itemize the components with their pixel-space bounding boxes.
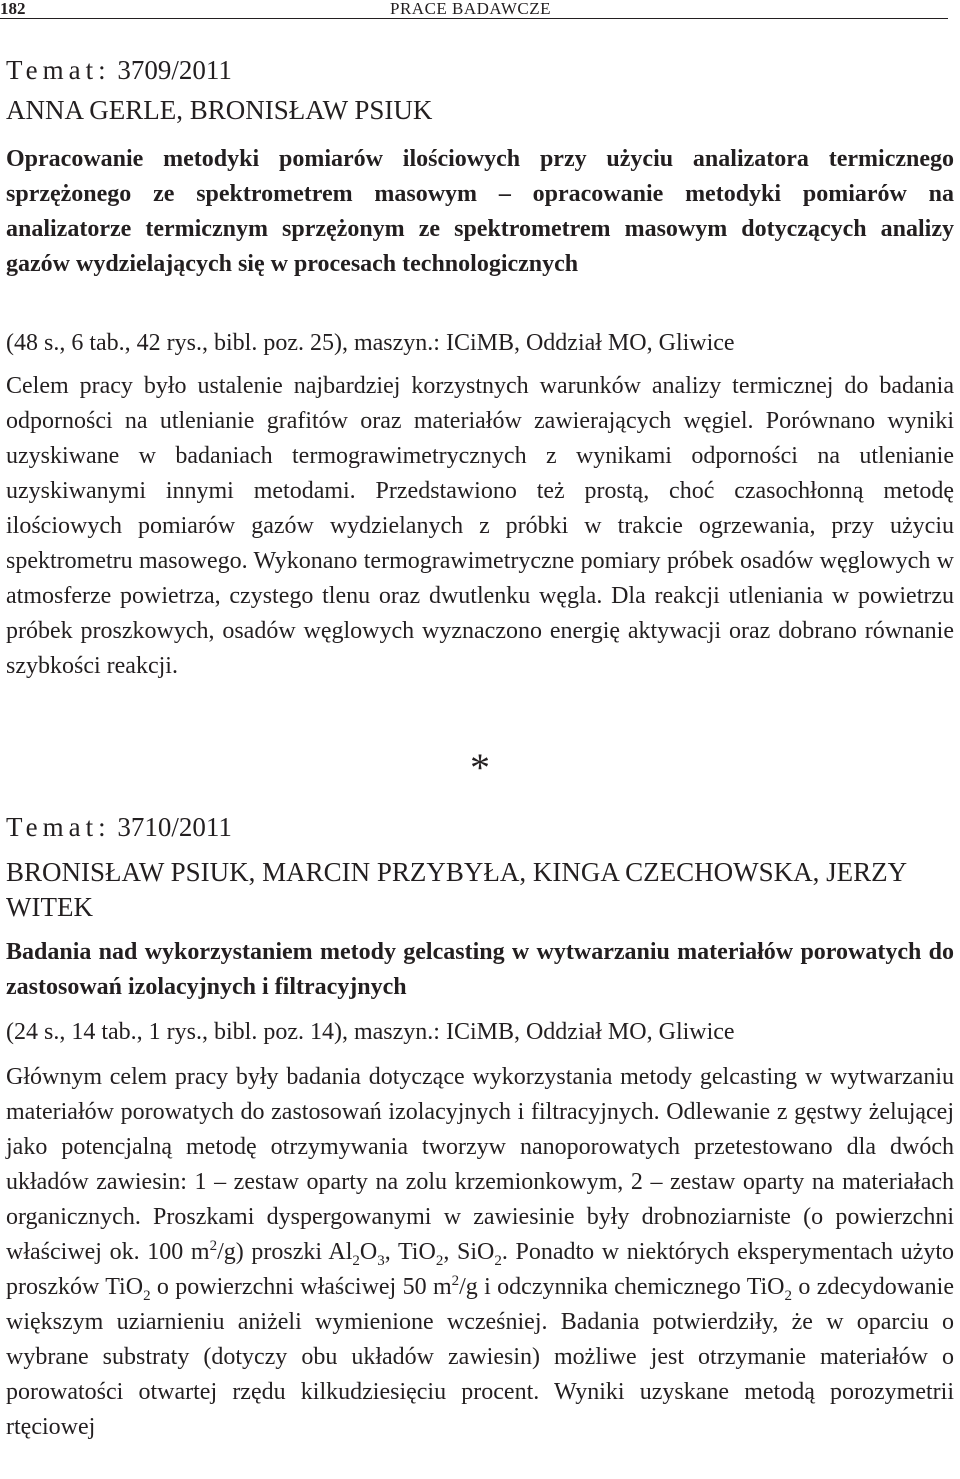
abstract-text: Głównym celem pracy były badania dotyczące wykorzystania metody gelcasting w wytwarzaniu materiałów porowatych do zastosowań izolacyjnych i filtracyjnych. Odlewanie z gęstwy żelującej jako potencjalną metodę otrzymywania tworzyw nanoporowatych przetestowano dla dwóch układów zawiesin: 1 – zestaw oparty na zolu krzemionkowym, 2 – zestaw oparty na materiałach organicznych. Proszkami dyspergowanymi w zawiesinie były drobnoziarniste (o powierzchni właściwej ok. 100 m	[6, 1064, 954, 1265]
entry-1-abstract: Celem pracy było ustalenie najbardziej korzystnych warunków analizy termicznej do badania odporności na utlenianie grafitów oraz materiałów zawierających węgiel. Porównano wyniki uzyskiwane w badaniach termograwimetrycznych z wynikami odporności na utlenianie uzyskiwanymi innymi metodami. Przedstawiono też prostą, choć czasochłonną metodę ilościowych pomiarów gazów wydzielanych z próbki w trakcie ogrzewania, przy użyciu spektrometru masowego. Wykonano termograwimetryczne pomiary próbek osadów węglowych w atmosferze powietrza, czystego tlenu oraz dwutlenku węgla. Dla reakcji utleniania w powietrzu próbek proszkowych, osadów węglowych wyznaczono energię aktywacji oraz dobrano równanie szybkości reakcji.	[6, 373, 954, 679]
entry-2-meta: (24 s., 14 tab., 1 rys., bibl. poz. 14), maszyn.: ICiMB, Oddział MO, Gliwice	[6, 1019, 735, 1045]
subscript: 2	[143, 1287, 151, 1304]
subscript: 3	[377, 1252, 385, 1269]
entry-2-abstract	[6, 1060, 954, 1445]
abstract-text: , TiO	[384, 1239, 436, 1265]
subscript: 2	[435, 1252, 444, 1269]
superscript: 2	[209, 1238, 218, 1254]
topic-label: Temat:	[6, 55, 111, 85]
entry-1-authors: ANNA GERLE, BRONISŁAW PSIUK	[6, 95, 433, 125]
superscript: 2	[451, 1273, 460, 1289]
subscript: 2	[784, 1287, 793, 1304]
abstract-text: /g) proszki Al	[217, 1239, 353, 1265]
abstract-text: , SiO	[443, 1239, 495, 1265]
subscript: 2	[494, 1252, 502, 1269]
abstract-text: o powierzchni właściwej 50 m	[150, 1274, 452, 1300]
entry-2-topic	[6, 811, 954, 843]
header-rule	[0, 18, 948, 19]
entry-1-title: Opracowanie metodyki pomiarów ilościowych przy użyciu analizatora termicznego sprzężonego ze spektrometrem masowym – opracowanie metodyki pomiarów na analizatorze termicznym sprzężonym ze spektrometrem masowym dotyczących analizy gazów wydzielających się w procesach technologicznych	[6, 146, 954, 277]
entry-2-title: Badania nad wykorzystaniem metody gelcasting w wytwarzaniu materiałów porowatych do zastosowań izolacyjnych i filtracyjnych	[6, 939, 954, 1000]
abstract-text: o zdecydowanie większym uziarnieniu aniżeli wymienione wcześniej. Badania potwierdziły, że w oparciu o wybrane substraty (dotyczy obu układów zawiesin) możliwe jest otrzymanie materiałów o porowatości otwartej rzędu kilkudziesięciu procent. Wyniki uzyskane metodą porozymetrii rtęciowej	[6, 1274, 954, 1440]
topic-label: Temat:	[6, 812, 111, 842]
abstract-text: O	[359, 1239, 378, 1265]
page-number: 182	[0, 0, 26, 18]
entry-1-topic	[6, 54, 954, 86]
page-header	[0, 0, 948, 24]
abstract-text: . Ponadto w niektórych eksperymentach użyto proszków TiO	[6, 1239, 954, 1300]
abstract-text: /g i odczynnika chemicznego TiO	[459, 1274, 785, 1300]
entry-1-meta: (48 s., 6 tab., 42 rys., bibl. poz. 25), maszyn.: ICiMB, Oddział MO, Gliwice	[6, 330, 735, 356]
subscript: 2	[352, 1252, 360, 1269]
topic-number: 3710/2011	[117, 812, 232, 842]
topic-number: 3709/2011	[117, 55, 232, 85]
entry-separator: *	[470, 745, 490, 790]
entry-2-authors: BRONISŁAW PSIUK, MARCIN PRZYBYŁA, KINGA CZECHOWSKA, JERZY WITEK	[6, 857, 907, 922]
running-head: PRACE BADAWCZE	[390, 0, 552, 18]
